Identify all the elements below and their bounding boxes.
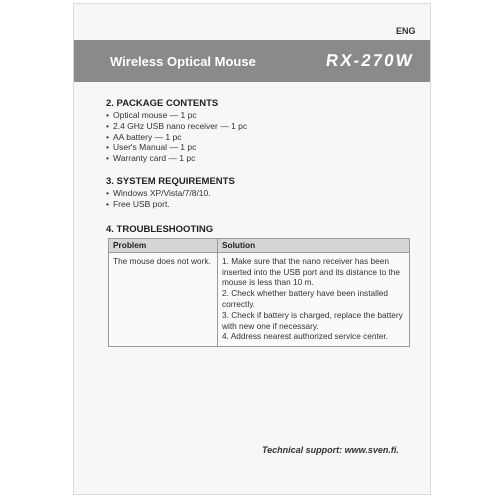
technical-support-text: Technical support: www.sven.fi.: [262, 445, 399, 455]
solution-step: 4. Address nearest authorized service center.: [222, 331, 389, 342]
language-label: ENG: [396, 26, 416, 36]
list-item: • 2.4 GHz USB nano receiver — 1 pc: [106, 121, 247, 132]
table-header-row: [109, 239, 410, 253]
list-item: • Optical mouse — 1 pc: [106, 110, 247, 121]
list-item: • Free USB port.: [106, 199, 211, 210]
solution-step: 3. Check if battery is charged, replace the battery with new one if necessary.: [222, 309, 403, 331]
package-contents-heading: 2. PACKAGE CONTENTS: [106, 98, 219, 109]
problem-column-header: Problem: [109, 239, 218, 253]
list-item: • AA battery — 1 pc: [106, 132, 247, 143]
system-requirements-list: [106, 188, 211, 210]
solution-column-header: Solution: [218, 239, 410, 253]
solution-cell: [218, 252, 410, 346]
solution-step: 1. Make sure that the nano receiver has been inserted into the USB port and its distance to the mouse is less than 10 m.: [222, 255, 401, 288]
package-contents-list: [106, 110, 247, 164]
list-item: • User's Manual — 1 pc: [106, 142, 247, 153]
title-banner: [74, 40, 430, 82]
table-row: [109, 252, 410, 346]
troubleshooting-table: [108, 238, 410, 347]
product-title: Wireless Optical Mouse: [110, 54, 256, 69]
solution-step: 2. Check whether battery have been installed correctly.: [222, 288, 389, 309]
troubleshooting-heading: 4. TROUBLESHOOTING: [106, 224, 214, 235]
system-requirements-heading: 3. SYSTEM REQUIREMENTS: [106, 176, 235, 187]
problem-cell: The mouse does not work.: [109, 252, 218, 346]
list-item: • Warranty card — 1 pc: [106, 153, 247, 164]
model-number: RX-270W: [325, 51, 416, 70]
list-item: • Windows XP/Vista/7/8/10.: [106, 188, 211, 199]
